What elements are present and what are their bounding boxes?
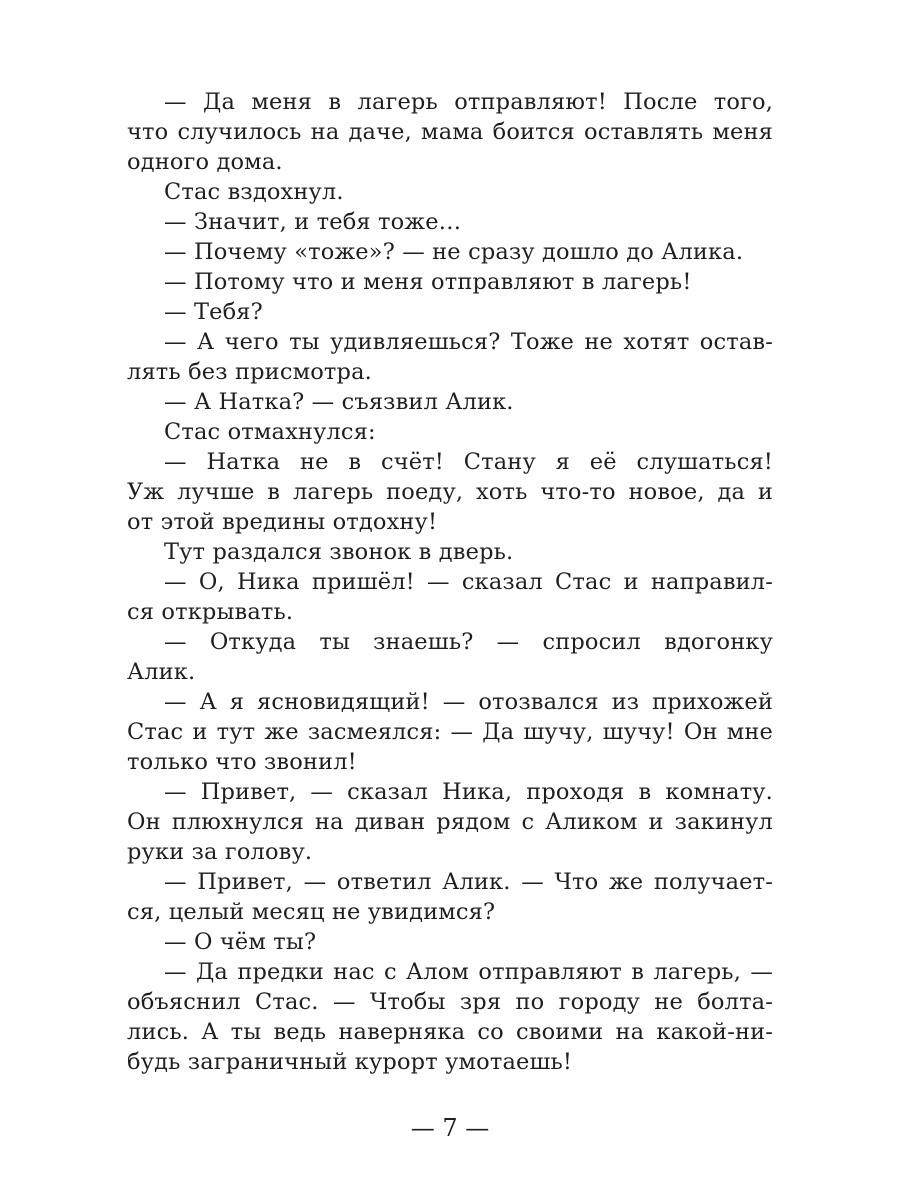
text-line: ся открывать.: [127, 599, 294, 625]
text-line: Уж лучше в лагерь поеду, хоть что-то новое, да и: [127, 479, 773, 505]
text-line: — Значит, и тебя тоже…: [164, 209, 462, 235]
text-line: что случилось на даче, мама боится оставлять меня: [127, 119, 773, 145]
text-line: Стас отмахнулся:: [164, 419, 376, 445]
text-line: — А чего ты удивляешься? Тоже не хотят остав-: [164, 329, 773, 355]
text-line: лять без присмотра.: [127, 359, 372, 385]
text-line: — А я ясновидящий! — отозвался из прихожей: [164, 689, 773, 715]
text-line: одного дома.: [127, 149, 283, 175]
text-line: руки за голову.: [127, 839, 313, 865]
text-line: ся, целый месяц не увидимся?: [127, 899, 496, 925]
text-line: — Да предки нас с Алом отправляют в лагерь, —: [164, 959, 773, 985]
text-line: — Откуда ты знаешь? — спросил вдогонку: [164, 629, 773, 655]
text-line: Стас и тут же засмеялся: — Да шучу, шучу! Он мне: [127, 719, 773, 745]
text-line: — Да меня в лагерь отправляют! После того,: [164, 89, 773, 115]
text-line: — А Натка? — съязвил Алик.: [164, 389, 514, 415]
text-line: от этой вредины отдохну!: [127, 509, 438, 535]
text-line: Тут раздался звонок в дверь.: [164, 539, 514, 565]
text-line: только что звонил!: [127, 749, 357, 775]
text-line: — Привет, — ответил Алик. — Что же получает-: [164, 869, 773, 895]
text-line: Алик.: [127, 659, 196, 685]
page-number: — 7 —: [410, 1114, 490, 1142]
text-line: — О чём ты?: [164, 929, 317, 955]
body-text: [127, 87, 773, 1077]
text-line: — Тебя?: [164, 299, 263, 325]
text-line: — Натка не в счёт! Стану я её слушаться!: [164, 449, 773, 475]
text-line: — О, Ника пришёл! — сказал Стас и направил-: [164, 569, 773, 595]
text-line: лись. А ты ведь наверняка со своими на какой-ни-: [127, 1019, 773, 1045]
text-line: Стас вздохнул.: [164, 179, 344, 205]
text-line: — Потому что и меня отправляют в лагерь!: [164, 269, 692, 295]
text-line: — Привет, — сказал Ника, проходя в комнату.: [164, 779, 773, 805]
text-line: Он плюхнулся на диван рядом с Аликом и закинул: [127, 809, 773, 835]
text-line: — Почему «тоже»? — не сразу дошло до Алика.: [164, 239, 744, 265]
text-line: будь заграничный курорт умотаешь!: [127, 1049, 573, 1075]
text-line: объяснил Стас. — Чтобы зря по городу не болта-: [127, 989, 773, 1015]
